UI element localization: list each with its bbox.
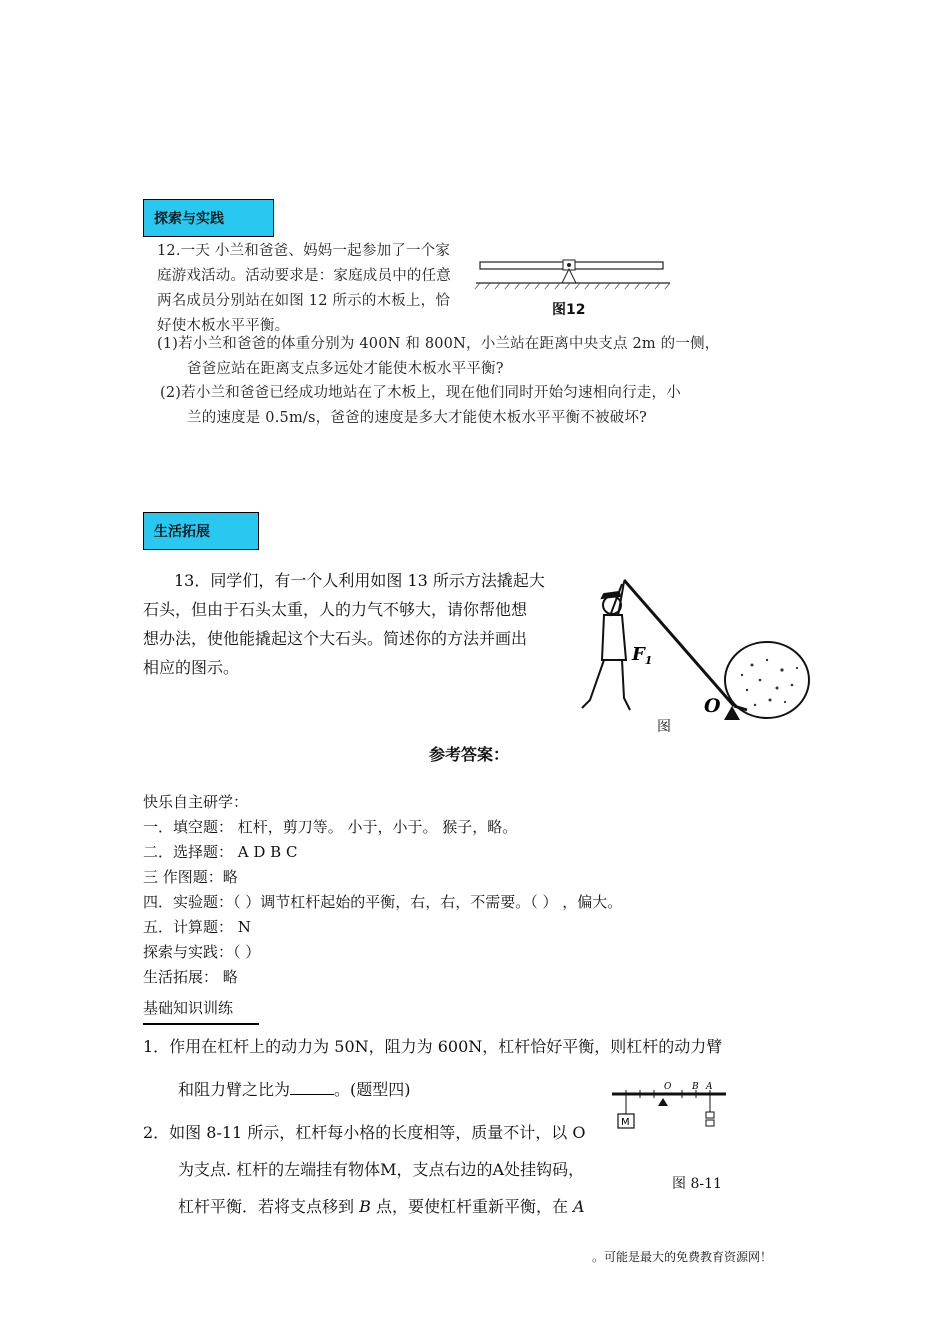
answers-line: 四．实验题：（ ）调节杠杆起始的平衡，右，右，不需要。（ ） ，偏大。 — [143, 893, 623, 911]
q12-part2 — [160, 381, 681, 431]
figure-8-11-b-label: B — [692, 1082, 699, 1092]
basics-heading: 基础知识训练 — [143, 999, 234, 1017]
q13-line: 石头，但由于石头太重，人的力气不够大，请你帮他想 — [143, 600, 528, 619]
figure-8-11-lever — [606, 1080, 732, 1142]
section-tag-explore: 探索与实践 — [143, 199, 274, 237]
q12-part2-line: 兰的速度是 0.5m/s，爸爸的速度是多大才能使木板水平平衡不被破坏? — [187, 410, 648, 426]
answers-line: 一．填空题： 杠杆，剪刀等。 小于，小于。 猴子，略。 — [143, 818, 518, 836]
q13-line: 相应的图示。 — [143, 658, 240, 677]
q12-intro-line: 庭游戏活动。活动要求是：家庭成员中的任意 — [157, 268, 451, 284]
answers-line: 三 作图题：略 — [143, 868, 238, 886]
figure-13-lever — [572, 570, 822, 730]
q12-part2-line: (2)若小兰和爸爸已经成功地站在了木板上，现在他们同时开始匀速相向行走，小 — [160, 385, 681, 401]
q13-line: 13．同学们，有一个人利用如图 13 所示方法撬起大 — [174, 571, 545, 590]
figure-8-11-a-label: A — [706, 1082, 713, 1092]
answers-title: 参考答案： — [429, 745, 510, 764]
answers-line: 生活拓展： 略 — [143, 968, 238, 986]
figure-13-caption: 图 — [657, 719, 671, 735]
q12-intro-line: 12.一天 小兰和爸爸、妈妈一起参加了一个家 — [157, 243, 451, 259]
figure-12-caption: 图12 — [552, 302, 586, 318]
answers-body — [143, 790, 622, 990]
figure-8-11-m-label: M — [621, 1117, 630, 1128]
q1-line1: 1．作用在杠杆上的动力为 50N，阻力为 600N，杠杆恰好平衡，则杠杆的动力臂 — [143, 1037, 723, 1056]
q1-line2 — [178, 1075, 411, 1104]
answers-line: 二．选择题： A D B C — [143, 843, 298, 861]
q2-line3-mid: 点，要使杠杆重新平衡，在 — [370, 1197, 574, 1216]
q12-intro-line: 好使木板水平平衡。 — [157, 318, 290, 334]
q12-part1-line: (1)若小兰和爸爸的体重分别为 400N 和 800N，小兰站在距离中央支点 2m 的一侧， — [157, 336, 720, 352]
q12-intro — [157, 239, 451, 339]
q2-line3-a: A — [573, 1197, 585, 1216]
q1-line2-post: 。(题型四) — [334, 1080, 411, 1099]
answers-line: 探索与实践：（ ） — [143, 943, 261, 961]
q2-line2: 为支点. 杠杆的左端挂有物体M，支点右边的A处挂钩码， — [178, 1160, 585, 1179]
footer-text: 。可能是最大的免费教育资源网！ — [592, 1250, 773, 1264]
q12-part1 — [157, 332, 719, 382]
q2-line3 — [178, 1192, 585, 1221]
q12-intro-line: 两名成员分别站在如图 12 所示的木板上，恰 — [157, 293, 451, 309]
figure-13-pivot-label: O — [704, 695, 721, 717]
q12-part1-line: 爸爸应站在距离支点多远处才能使木板水平平衡? — [187, 361, 504, 377]
q2-line1: 2．如图 8-11 所示，杠杆每小格的长度相等，质量不计，以 O — [143, 1123, 586, 1142]
figure-8-11-caption: 图 8-11 — [672, 1176, 722, 1192]
figure-12-seesaw — [474, 255, 674, 295]
q1-line2-pre: 和阻力臂之比为 — [178, 1080, 291, 1099]
q2-line3-b: B — [359, 1197, 371, 1216]
q2-line3-pre: 杠杆平衡．若将支点移到 — [178, 1197, 360, 1216]
figure-8-11-o-label: O — [664, 1082, 672, 1092]
q13-line: 想办法，使他能撬起这个大石头。简述你的方法并画出 — [143, 629, 528, 648]
answer-blank[interactable] — [290, 1080, 334, 1095]
figure-13-force-label: $F_1$ — [632, 644, 653, 667]
heading-underline — [143, 1023, 259, 1025]
section-tag-life: 生活拓展 — [143, 512, 259, 550]
q13-text — [143, 566, 563, 682]
answers-line: 快乐自主研学： — [143, 793, 249, 811]
answers-line: 五．计算题： N — [143, 918, 251, 936]
